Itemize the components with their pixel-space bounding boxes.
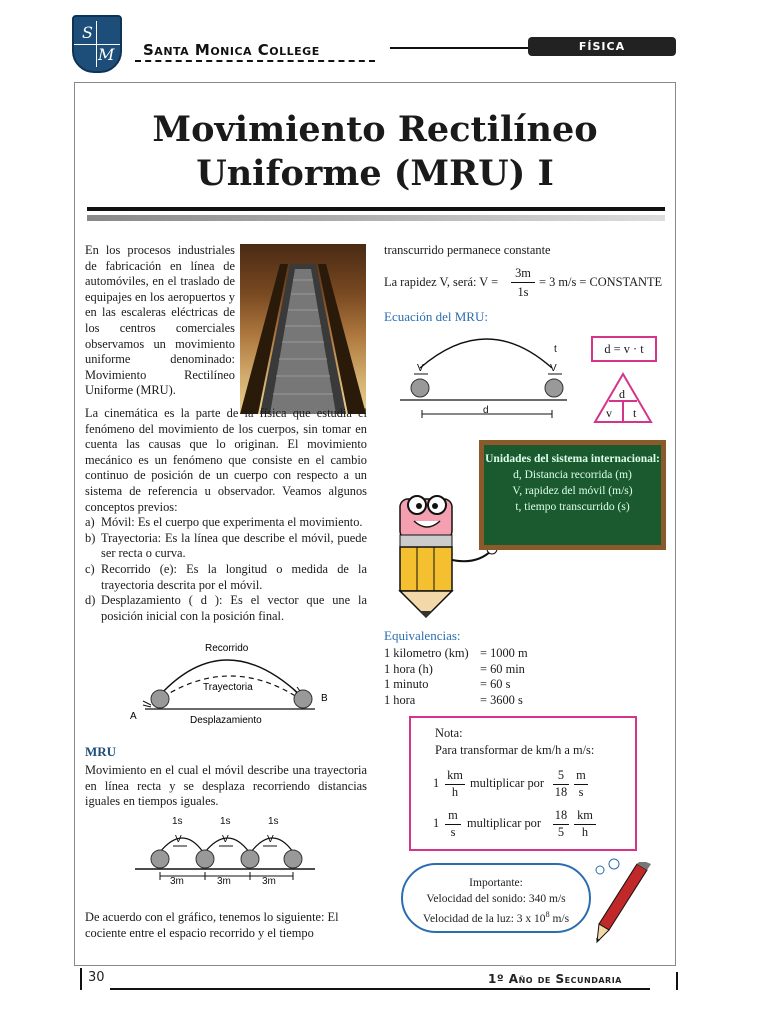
intro-paragraph: En los procesos industriales de fabricación en línea de automóviles, en el traslado de equipajes en los aeropuertos y en las escaleras eléctricas de los centros comerciales observamos un movimiento uniforme denominado: Movimiento Rectilíneo Uniforme (MRU).	[85, 243, 235, 398]
title-line-2: Uniforme (MRU) I	[196, 153, 554, 194]
rapidez-equation	[384, 266, 674, 302]
r2-den: s	[450, 825, 456, 839]
right-continuation: transcurrido permanece constante	[384, 243, 551, 257]
school-name: Santa Monica College	[143, 41, 320, 59]
rapidez-denominator: 1s	[517, 285, 529, 299]
recorrido-label: Recorrido	[205, 643, 249, 654]
time-label: t	[554, 344, 557, 355]
importante-title: Importante:	[469, 877, 523, 889]
rapidez-prefix: La rapidez V, será: V =	[384, 275, 499, 289]
speed-label-start: V	[417, 363, 424, 374]
cinematica-paragraph	[85, 406, 367, 624]
title-rule-shade	[87, 215, 665, 221]
equivalencia-row	[384, 677, 554, 693]
concept-list	[85, 515, 367, 624]
concept-item	[85, 531, 367, 562]
logo-letter-s: S	[82, 23, 93, 42]
concept-letter: c)	[85, 561, 95, 576]
mru-heading: MRU	[85, 744, 117, 759]
footer-tick-right	[676, 972, 678, 990]
point-b-label: B	[321, 693, 328, 704]
mru-equation-diagram	[392, 330, 572, 420]
f1-den: 18	[554, 785, 568, 799]
concept-item	[85, 515, 367, 531]
f2-den: 5	[557, 825, 565, 839]
r1-num: km	[445, 768, 465, 785]
one-1: 1	[433, 776, 440, 790]
title-rule	[87, 207, 665, 211]
u2-num: km	[574, 808, 596, 825]
concept-text: Trayectoria: Es la línea que describe el móvil, puede ser recta o curva.	[101, 530, 367, 561]
logo-letter-m: M	[98, 45, 115, 64]
speed-label-1: V	[175, 834, 182, 845]
conversion-row-1	[433, 768, 633, 804]
concept-letter: a)	[85, 515, 95, 530]
page-title	[80, 108, 670, 196]
nota-text: Para transformar de km/h a m/s:	[435, 743, 595, 757]
equivalencias-heading: Equivalencias:	[384, 628, 461, 643]
desplazamiento-label: Desplazamiento	[190, 715, 262, 726]
point-a-label: A	[130, 711, 137, 722]
school-logo	[72, 15, 122, 73]
cinematica-text: La cinemática es la parte de la física que estudia el fenómeno del movimiento de los cuerpos, sin tomar en cuenta las causas que lo originan. El movimiento mecánico es un fenómeno que consiste en el cambio continuo de posición de un cuerpo con respecto a un sistema de referencia u observador. Veamos algunos conceptos previos:	[85, 406, 367, 514]
escalator-photo	[240, 244, 366, 414]
mult-2: multiplicar por	[467, 816, 541, 830]
u1-den: s	[578, 785, 584, 799]
equivalencia-row	[384, 693, 554, 709]
footer-rule	[110, 988, 650, 990]
equivalencia-row	[384, 646, 554, 662]
importante-cloud	[401, 863, 591, 933]
distance-label-3: 3m	[262, 876, 276, 887]
equivalencias-list	[384, 646, 554, 708]
distance-label-2: 3m	[217, 876, 231, 887]
r1-den: h	[451, 785, 459, 799]
header-divider	[390, 47, 530, 49]
trayectoria-label: Trayectoria	[203, 682, 253, 693]
equiv-unit: 1 hora (h)	[384, 661, 433, 676]
concept-item	[85, 562, 367, 593]
equiv-value: = 60 min	[480, 661, 525, 676]
speed-label-3: V	[267, 834, 274, 845]
nota-title: Nota:	[435, 726, 463, 740]
triangle-t: t	[633, 406, 637, 420]
conclusion-text: De acuerdo con el gráfico, tenemos lo siguiente: El cociente entre el espacio recorrido y el tiempo	[85, 910, 339, 940]
distance-label: d	[483, 405, 489, 416]
board-line-time: t, tiempo transcurrido (s)	[515, 501, 630, 513]
equiv-value: = 60 s	[480, 677, 511, 692]
chalkboard	[479, 440, 666, 550]
subject-tab: FÍSICA	[528, 37, 676, 56]
time-label-2: 1s	[220, 816, 231, 827]
concept-text: Móvil: Es el cuerpo que experimenta el movimiento.	[101, 515, 363, 530]
f2-num: 18	[553, 808, 569, 825]
footer-tick	[80, 968, 82, 990]
equivalencia-row	[384, 662, 554, 678]
f1-num: 5	[553, 768, 569, 785]
grade-label: 1º Año de Secundaria	[488, 972, 622, 986]
formula-triangle	[593, 372, 653, 424]
triangle-d: d	[619, 387, 625, 401]
light-post: m/s	[549, 912, 570, 925]
rapidez-numerator: 3m	[511, 266, 535, 283]
conversion-row-2	[433, 808, 633, 844]
board-line-speed: V, rapidez del móvil (m/s)	[512, 485, 633, 497]
distance-label-1: 3m	[170, 876, 184, 887]
formula-box: d = v · t	[591, 336, 657, 362]
equiv-unit: 1 kilometro (km)	[384, 646, 469, 660]
nota-box	[409, 716, 637, 851]
concept-item	[85, 593, 367, 624]
sound-speed: Velocidad del sonido: 340 m/s	[426, 893, 566, 905]
speed-label-2: V	[222, 834, 229, 845]
mru-steps-diagram	[135, 814, 315, 889]
title-line-1: Movimiento Rectilíneo	[152, 109, 598, 150]
page-number: 30	[88, 970, 105, 985]
equiv-unit: 1 minuto	[384, 677, 429, 692]
u2-den: h	[581, 825, 589, 839]
header-dashes	[135, 60, 375, 68]
one-2: 1	[433, 816, 440, 830]
concept-letter: b)	[85, 530, 96, 545]
equiv-value: = 3600 s	[480, 692, 523, 707]
light-exp: 8	[545, 910, 550, 919]
ecuacion-heading: Ecuación del MRU:	[384, 309, 488, 324]
rapidez-result: = 3 m/s = CONSTANTE	[539, 275, 663, 289]
recorrido-diagram	[125, 635, 335, 730]
equiv-value: = 1000 m	[480, 646, 528, 660]
concept-text: Desplazamiento ( d ): Es el vector que une la posición inicial con la posición final.	[101, 593, 367, 623]
time-label-3: 1s	[268, 816, 279, 827]
mult-1: multiplicar por	[470, 776, 544, 790]
concept-text: Recorrido (e): Es la longitud o medida de la trayectoria descrita por el móvil.	[101, 561, 367, 592]
u1-num: m	[574, 768, 588, 785]
light-speed	[403, 907, 589, 927]
red-pencil-icon	[593, 862, 653, 944]
r2-num: m	[445, 808, 461, 825]
board-line-distance: d, Distancia recorrida (m)	[513, 469, 632, 481]
equiv-unit: 1 hora	[384, 692, 416, 707]
board-title: Unidades del sistema internacional:	[485, 453, 660, 465]
concept-letter: d)	[85, 593, 96, 608]
speed-label-end: V	[550, 363, 557, 374]
time-label-1: 1s	[172, 816, 183, 827]
light-pre: Velocidad de la luz: 3 x 10	[422, 912, 546, 925]
mru-definition: Movimiento en el cual el móvil describe una trayectoria en línea recta y se desplaza recorriendo distancias iguales en tiempos iguales.	[85, 763, 367, 809]
triangle-v: v	[606, 406, 612, 420]
